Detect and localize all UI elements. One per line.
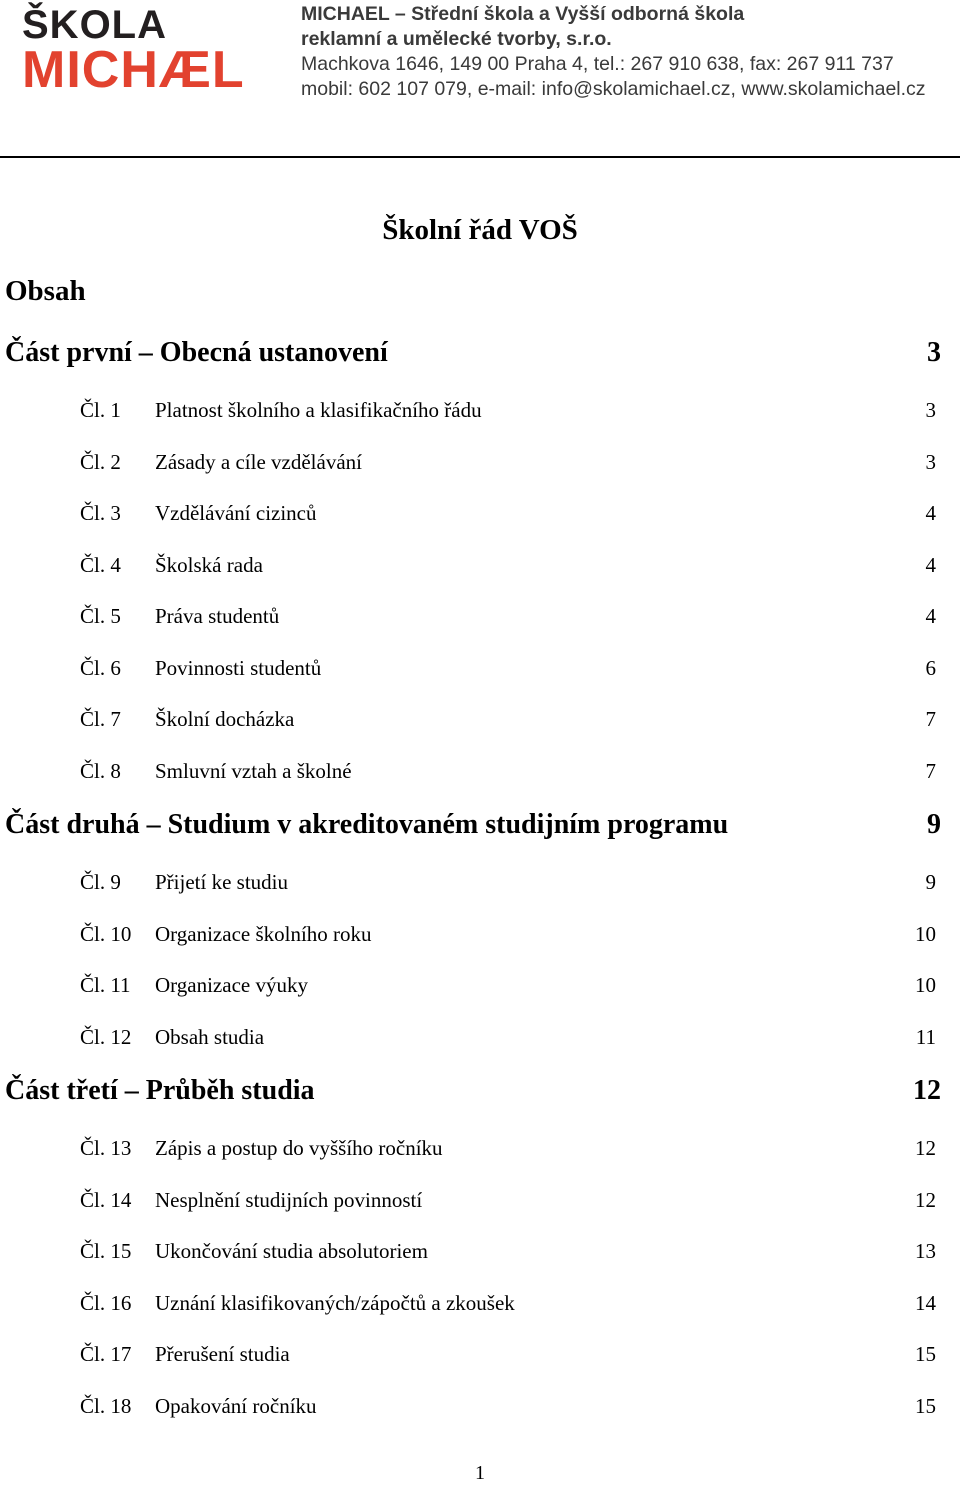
toc-article-number: Čl. 2 [80, 450, 121, 474]
toc-article-page: 7 [925, 707, 936, 731]
toc-article-page: 15 [915, 1394, 936, 1418]
toc-article-page: 4 [925, 501, 936, 525]
toc-article-page: 4 [925, 604, 936, 628]
school-name-line1: MICHAEL – Střední škola a Vyšší odborná škola [301, 3, 745, 25]
toc-article-title: Organizace výuky [155, 973, 308, 997]
toc-part-2[interactable] [5, 809, 941, 841]
toc-article-page: 4 [925, 553, 936, 577]
toc-article-title: Opakování ročníku [155, 1394, 317, 1418]
toc-article-title: Práva studentů [155, 604, 280, 628]
toc-article-page: 11 [915, 1025, 936, 1049]
toc-article-page: 12 [915, 1136, 936, 1160]
toc-article-title: Nesplnění studijních povinností [155, 1188, 423, 1212]
toc-article-page: 13 [915, 1239, 936, 1263]
toc-article-number: Čl. 7 [80, 707, 121, 731]
toc-article-number: Čl. 4 [80, 553, 121, 577]
school-contact-header [301, 2, 926, 102]
toc-article-title: Přerušení studia [155, 1342, 290, 1366]
toc-article-number: Čl. 15 [80, 1239, 132, 1263]
toc-heading: Obsah [5, 275, 86, 307]
toc-article-number: Čl. 1 [80, 398, 121, 422]
toc-part-page: 9 [927, 809, 941, 840]
toc-article-number: Čl. 18 [80, 1394, 132, 1418]
document-title: Školní řád VOŠ [382, 214, 578, 246]
toc-article-page: 10 [915, 922, 936, 946]
toc-article-title: Vzdělávání cizinců [155, 501, 317, 525]
toc-article-page: 6 [925, 656, 936, 680]
toc-article-title: Smluvní vztah a školné [155, 759, 352, 783]
school-logo [22, 3, 272, 99]
toc-article-page: 3 [925, 398, 936, 422]
toc-article-page: 15 [915, 1342, 936, 1366]
toc-part-title: Část první – Obecná ustanovení [5, 337, 388, 368]
school-address-line: Machkova 1646, 149 00 Praha 4, tel.: 267 910 638, fax: 267 911 737 [301, 53, 894, 75]
toc-article-page: 10 [915, 973, 936, 997]
toc-article-page: 3 [925, 450, 936, 474]
toc-article-number: Čl. 6 [80, 656, 121, 680]
toc-article-page: 12 [915, 1188, 936, 1212]
toc-article-title: Přijetí ke studiu [155, 870, 288, 894]
toc-article-page: 9 [925, 870, 936, 894]
toc-article-title: Ukončování studia absolutoriem [155, 1239, 428, 1263]
toc-article-title: Školní docházka [155, 707, 295, 731]
toc-article-title: Uznání klasifikovaných/zápočtů a zkoušek [155, 1291, 515, 1315]
toc-part-3[interactable] [5, 1075, 941, 1107]
toc-part-1[interactable] [5, 337, 941, 369]
toc-article-number: Čl. 14 [80, 1188, 132, 1212]
toc-article-number: Čl. 12 [80, 1025, 132, 1049]
toc-article-number: Čl. 8 [80, 759, 121, 783]
toc-part-page: 3 [927, 337, 941, 368]
header-divider [0, 156, 960, 158]
toc-article-title: Platnost školního a klasifikačního řádu [155, 398, 482, 422]
toc-article-title: Obsah studia [155, 1025, 265, 1049]
toc-article-number: Čl. 3 [80, 501, 121, 525]
school-name-line2: reklamní a umělecké tvorby, s.r.o. [301, 28, 612, 50]
toc-article-title: Povinnosti studentů [155, 656, 322, 680]
toc-article-title: Organizace školního roku [155, 922, 372, 946]
toc-article-page: 14 [915, 1291, 936, 1315]
toc-article-number: Čl. 9 [80, 870, 121, 894]
toc-part-page: 12 [913, 1075, 941, 1106]
page-number: 1 [475, 1462, 485, 1484]
school-contact-line: mobil: 602 107 079, e-mail: info@skolamichael.cz, www.skolamichael.cz [301, 78, 926, 100]
toc-article-number: Čl. 10 [80, 922, 132, 946]
logo-text-skola: ŠKOLA [22, 3, 167, 47]
logo-text-michael: MICHÆL [22, 41, 245, 99]
toc-article-title: Zásady a cíle vzdělávání [155, 450, 362, 474]
toc-article-number: Čl. 16 [80, 1291, 132, 1315]
toc-part-title: Část třetí – Průběh studia [5, 1075, 315, 1106]
toc-article-title: Zápis a postup do vyššího ročníku [155, 1136, 443, 1160]
toc-article-number: Čl. 13 [80, 1136, 132, 1160]
toc-article-number: Čl. 5 [80, 604, 121, 628]
toc-article-number: Čl. 11 [80, 973, 131, 997]
toc-article-page: 7 [925, 759, 936, 783]
toc-article-number: Čl. 17 [80, 1342, 132, 1366]
toc-part-title: Část druhá – Studium v akreditovaném studijním programu [5, 809, 729, 840]
toc-article-title: Školská rada [155, 553, 263, 577]
